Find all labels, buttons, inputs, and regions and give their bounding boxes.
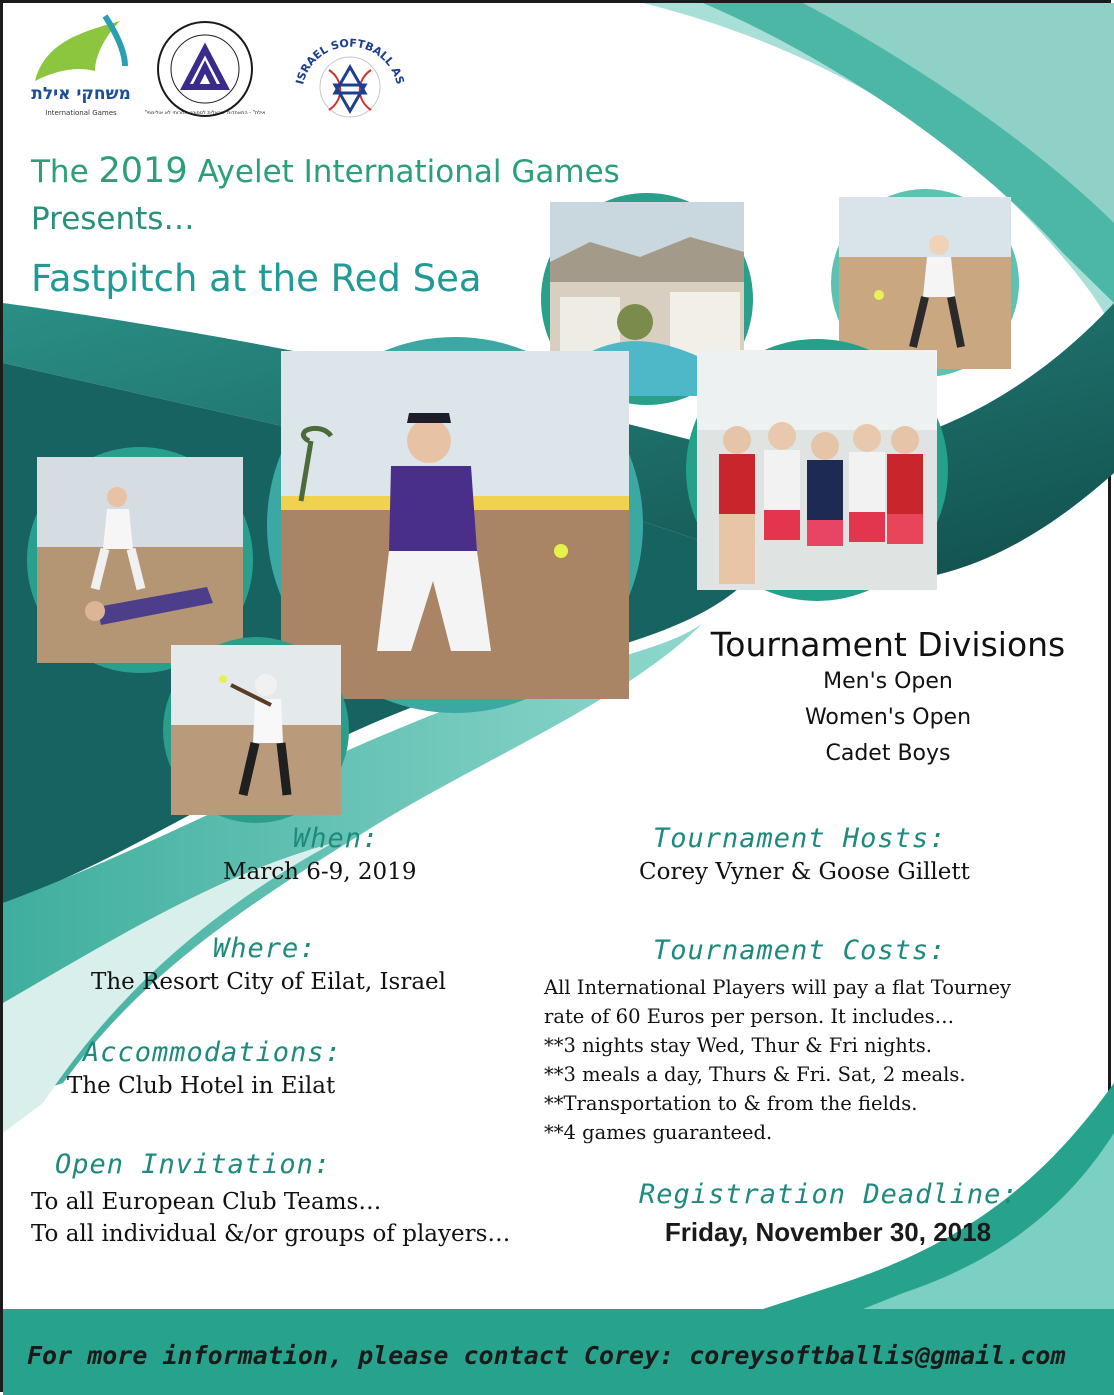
when-value: March 6-9, 2019 — [223, 859, 417, 885]
costs-heading: Tournament Costs: — [653, 935, 947, 966]
cost-line: **3 meals a day, Thurs & Fri. Sat, 2 meals. — [544, 1063, 966, 1086]
division-item: Women's Open — [804, 705, 972, 730]
federation-logo — [144, 19, 266, 119]
cost-line: All International Players will pay a flat Tourney — [544, 976, 1012, 999]
where-heading: Where: — [213, 933, 317, 964]
photo-batter — [163, 637, 349, 823]
footer-contact-text: For more information, please contact Corey: coreysoftballis@gmail.com — [27, 1341, 1066, 1370]
eilat-logo-sub: International Games — [45, 109, 117, 117]
hosts-heading: Tournament Hosts: — [653, 823, 947, 854]
cost-line: **4 games guaranteed. — [544, 1121, 773, 1144]
title-line-2: Presents… — [31, 201, 195, 237]
division-item: Cadet Boys — [825, 741, 951, 766]
cost-line: rate of 60 Euros per person. It includes… — [544, 1005, 955, 1028]
where-value: The Resort City of Eilat, Israel — [91, 969, 447, 995]
photo-team — [686, 339, 948, 601]
cost-line: **Transportation to & from the fields. — [544, 1092, 918, 1115]
eilat-logo-text: משחקי אילת — [31, 84, 131, 104]
hosts-value: Corey Vyner & Goose Gillett — [639, 859, 970, 885]
divisions-heading: Tournament Divisions — [710, 625, 1066, 664]
accommodations-value: The Club Hotel in Eilat — [67, 1073, 336, 1099]
eilat-games-logo — [25, 11, 137, 123]
when-heading: When: — [293, 823, 380, 854]
softball-logo-text: ISRAEL SOFTBALL AS — [293, 36, 407, 86]
cost-line: **3 nights stay Wed, Thur & Fri nights. — [544, 1034, 932, 1057]
deadline-value: Friday, November 30, 2018 — [664, 1217, 992, 1247]
accommodations-heading: Accommodations: — [83, 1037, 342, 1068]
costs-list — [544, 973, 1011, 1147]
invitation-line: To all European Club Teams… — [31, 1189, 382, 1215]
photo-slide — [27, 447, 253, 673]
invitation-heading: Open Invitation: — [55, 1149, 332, 1180]
invitation-line: To all individual &/or groups of players… — [31, 1221, 511, 1247]
tournament-divisions — [693, 625, 1083, 772]
division-item: Men's Open — [823, 669, 953, 694]
title-line-3: Fastpitch at the Red Sea — [31, 257, 482, 300]
israel-softball-logo — [289, 15, 411, 137]
federation-logo-text: "אילת" - התאחדות ישראלית לספורט תחרותי לא אולימפי — [144, 110, 266, 116]
deadline-heading: Registration Deadline: — [639, 1179, 1019, 1210]
title-line-1: The 2019 Ayelet International Games — [31, 151, 620, 191]
title-year: 2019 — [98, 151, 188, 191]
